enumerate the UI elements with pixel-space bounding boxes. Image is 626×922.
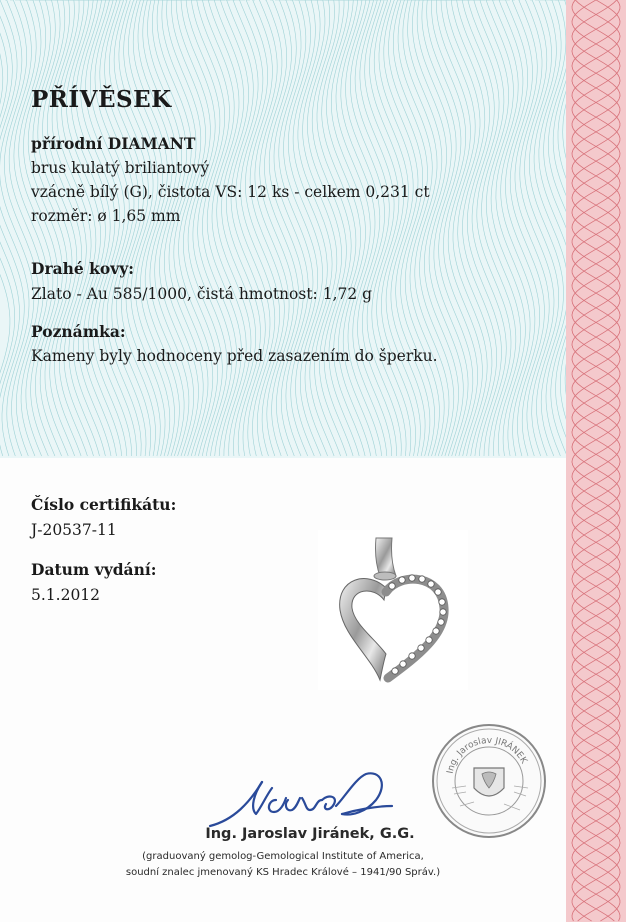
stone-size: rozměr: ø 1,65 mm: [31, 207, 181, 225]
product-title: PŘÍVĚSEK: [31, 86, 172, 113]
stone-cut: brus kulatý briliantový: [31, 159, 210, 177]
issue-date-value: 5.1.2012: [31, 586, 101, 604]
signer-credentials-line2: soudní znalec jmenovaný KS Hradec Králové – 1941/90 Správ.): [125, 867, 441, 878]
signer-name: Ing. Jaroslav Jiránek, G.G.: [205, 826, 415, 842]
certificate-number-value: J-20537-11: [31, 521, 117, 539]
svg-text:Ing. Jaroslav JIRÁNEK: Ing. Jaroslav JIRÁNEK: [445, 735, 529, 775]
handwritten-signature: [206, 760, 396, 832]
security-strip: [566, 0, 626, 922]
strip-fill: [566, 0, 626, 922]
stone-heading: přírodní DIAMANT: [31, 134, 196, 153]
note-heading: Poznámka:: [31, 322, 126, 341]
note-value: Kameny byly hodnoceny před zasazením do šperku.: [31, 347, 438, 365]
metals-value: Zlato - Au 585/1000, čistá hmotnost: 1,72 g: [31, 285, 373, 303]
certificate-number-heading: Číslo certifikátu:: [31, 495, 177, 514]
issue-date-heading: Datum vydání:: [31, 560, 157, 579]
signer-credentials-line1: (graduovaný gemolog-Gemological Institute of America,: [142, 851, 424, 862]
stone-quality: vzácně bílý (G), čistota VS: 12 ks - celkem 0,231 ct: [31, 183, 430, 201]
stamp-seal: [430, 722, 548, 840]
metals-heading: Drahé kovy:: [31, 259, 134, 278]
guilloche-background: [0, 0, 566, 458]
pendant-photo: [318, 530, 468, 690]
